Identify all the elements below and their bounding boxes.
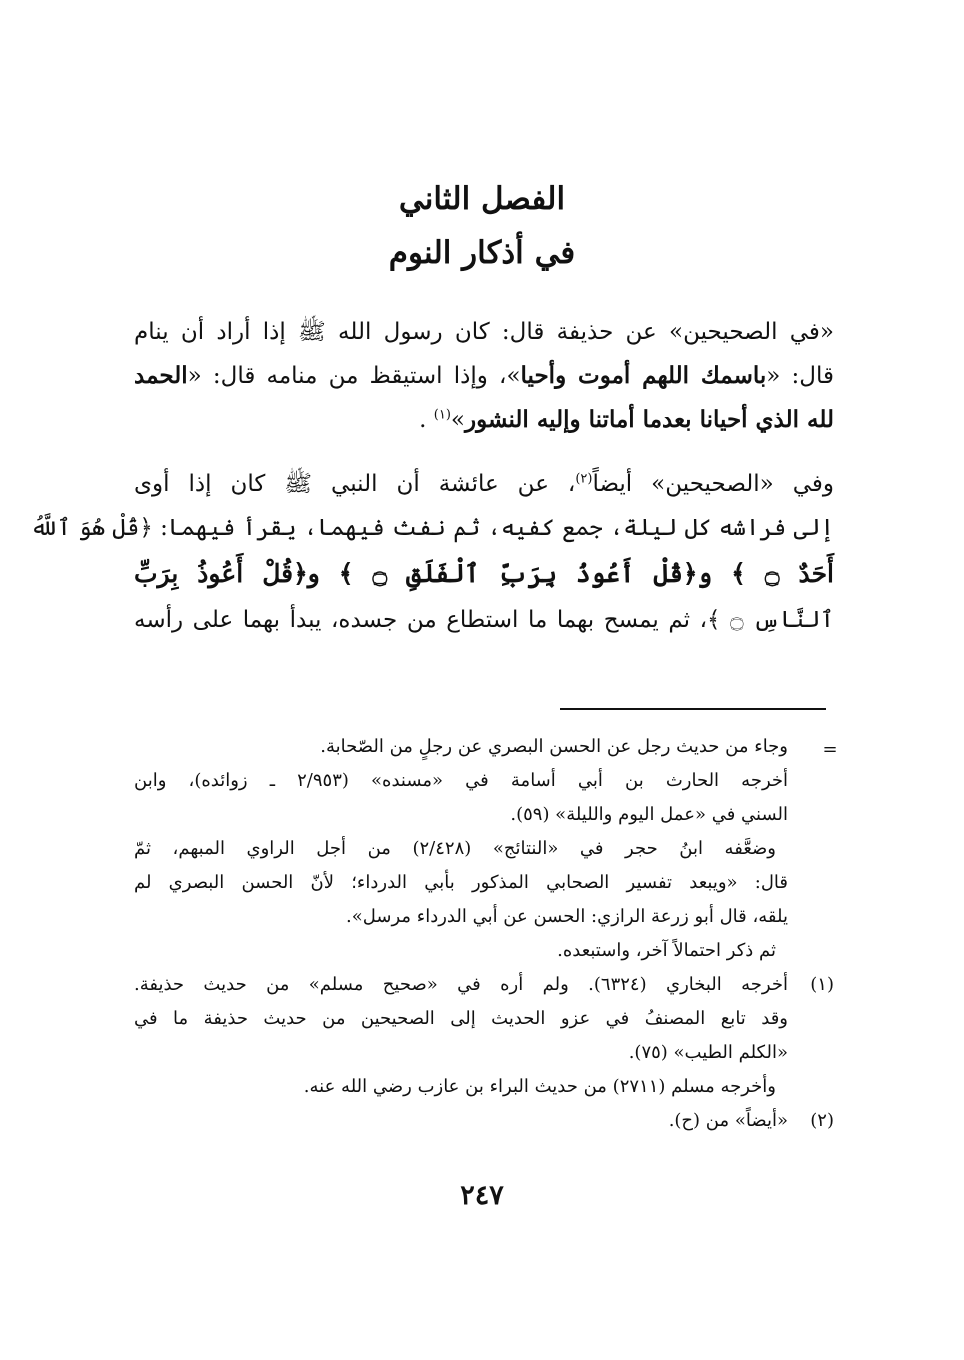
footnote-line: «الكلم الطيب» (٧٥). [628,1042,788,1063]
footnote-ref-1: (١) [433,407,451,423]
footnote-ref-2: (٢) [575,471,593,487]
footnote-line: أخرجه الحارث بن أبي أسامة في «مسنده» (٢/٩٥٣ ـ زوائده)، وابن [134,770,789,791]
footnote-line: ثم ذكر احتمالاً آخر، واستبعده. [557,940,776,961]
footnotes [134,730,834,1138]
paragraph-line [134,462,834,506]
footnote-line: وجاء من حديث رجل عن الحسن البصري عن رجلٍ من الصّحابة. [320,736,788,757]
footnote-number: (٢) [810,1110,834,1131]
quran-verse-line: أَحَدٌ ۝ ﴾ و﴿قُلْ أَعُوذُ بِرَبِّ ٱلْفَلَقِ ۝ ﴾ و﴿قُلْ أَعُوذُ بِرَبِّ [134,559,834,588]
dua-text-bold: باسمك اللهم أموت وأحيا [520,362,767,389]
footnote-number: (١) [810,974,834,995]
footnote-continuation-mark: = [822,739,838,760]
paragraph-line: «في الصحيحين» عن حذيفة قال: كان رسول الله ﷺ إذا أراد أن ينام [134,319,834,345]
text-run: » [450,407,465,433]
text-run: . [419,407,434,433]
text-run: »، وإذا استيقظ من منامه قال: « [187,363,521,389]
footnote-line: قال: «ويبعد تفسير الصحابي المذكور بأبي الدرداء؛ لأنّ الحسن البصري لم [134,872,788,893]
footnote-2 [134,1104,834,1138]
paragraph-line [134,354,834,398]
page-number: ٢٤٧ [460,1180,504,1211]
footnote-line: وضعَّفه ابنُ حجر في «النتائج» (٢/٤٢٨) من أجل الراوي المبهم، ثمّ [134,838,776,859]
dua-text-bold: الحمد [134,362,188,389]
footnote-line: السني في «عمل اليوم والليلة» (٥٩). [510,804,788,825]
footnote-text: أخرجه البخاري (٦٣٢٤). ولم أره في «صحيح مسلم» من حديث حذيفة. [134,974,788,995]
text-run: وفي «الصحيحين» أيضاً [592,471,834,497]
footnote-separator [560,708,826,710]
chapter-title: الفصل الثاني [398,181,566,217]
footnote-text: «أيضاً» من (ح). [668,1110,788,1131]
dua-text-bold: لله الذي أحيانا بعدما أماتنا وإليه النشور [464,406,834,433]
paragraph-line: إلى فراشه كل ليلة، جمع كفيه، ثم نفث فيهما، يقرأ فيهما: ﴿قُلْ هُوَ ٱللَّهُ [30,515,834,541]
paragraph-line: ٱلنَّاسِ ۝ ﴾، ثم يمسح بهما ما استطاع من جسده، يبدأ بهما على رأسه [134,607,834,633]
paragraph-hudhayfa [134,310,834,442]
paragraph-aisha [30,462,834,642]
footnote-1 [134,968,834,1002]
footnote-line: يلقه، قال أبو زرعة الرازي: الحسن عن أبي الدرداء مرسل». [346,906,788,927]
chapter-subtitle: في أذكار النوم [388,235,576,271]
footnote-line: وأخرجه مسلم (٢٧١١) من حديث البراء بن عازب رضي الله عنه. [303,1076,776,1097]
paragraph-line [134,398,834,442]
footnote-line: وقد تابع المصنفُ في عزو الحديث إلى الصحيحين من حديث حذيفة ما في [134,1008,788,1029]
text-run: قال: « [766,363,834,389]
text-run: ، عن عائشة أن النبي ﷺ كان إذا أوى [134,471,576,497]
